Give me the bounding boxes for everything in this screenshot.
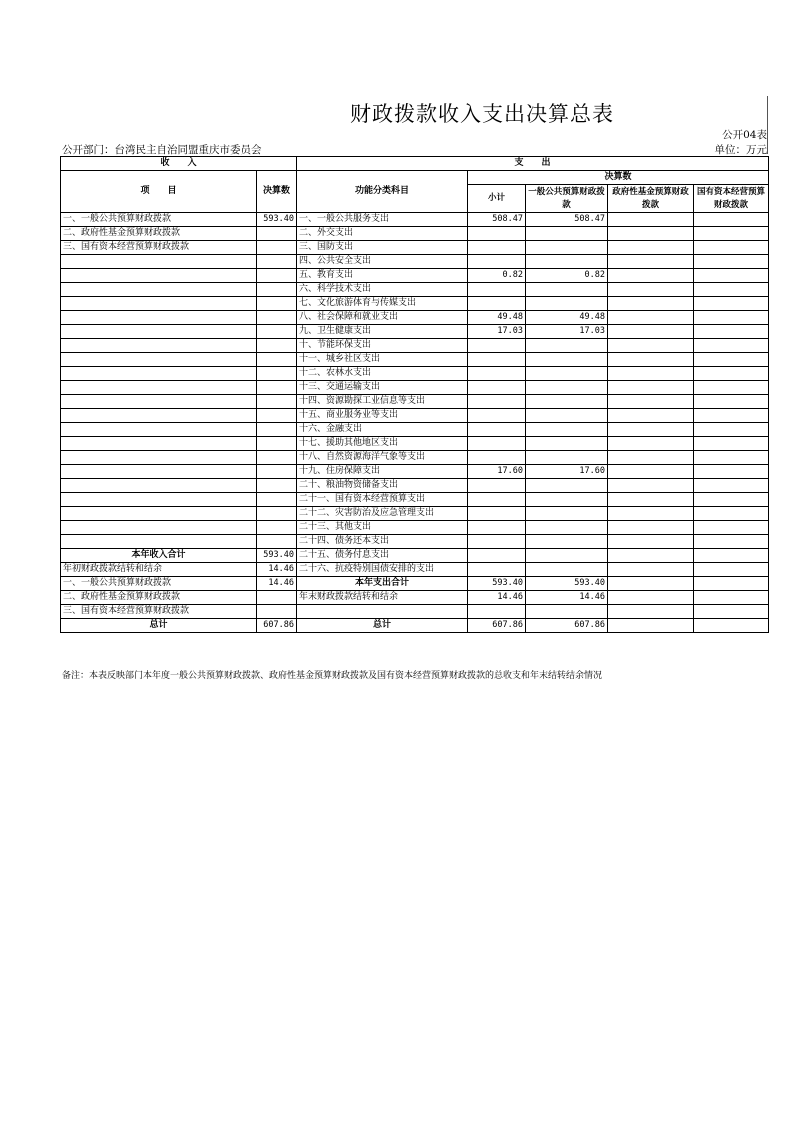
cell-item <box>61 409 257 423</box>
cell-state-capital <box>694 493 769 507</box>
cell-item <box>61 255 257 269</box>
cell-subtotal <box>468 563 526 577</box>
cell-amount <box>257 493 297 507</box>
cell-state-capital <box>694 409 769 423</box>
cell-gov-fund <box>608 437 694 451</box>
cell-state-capital <box>694 311 769 325</box>
cell-general <box>526 451 608 465</box>
cell-amount: 593.40 <box>257 549 297 563</box>
cell-amount <box>257 479 297 493</box>
header-expense: 支 出 <box>297 157 769 171</box>
cell-func: 五、教育支出 <box>297 269 468 283</box>
cell-state-capital <box>694 605 769 619</box>
cell-state-capital <box>694 395 769 409</box>
cell-amount: 607.86 <box>257 619 297 633</box>
cell-func: 年末财政拨款结转和结余 <box>297 591 468 605</box>
cell-general <box>526 241 608 255</box>
cell-amount <box>257 283 297 297</box>
cell-state-capital <box>694 535 769 549</box>
cell-subtotal <box>468 437 526 451</box>
cell-item <box>61 451 257 465</box>
cell-subtotal <box>468 381 526 395</box>
table-row <box>61 563 769 577</box>
cell-subtotal: 17.60 <box>468 465 526 479</box>
form-code: 公开04表 <box>722 129 767 141</box>
cell-subtotal <box>468 227 526 241</box>
cell-state-capital <box>694 241 769 255</box>
cell-gov-fund <box>608 255 694 269</box>
cell-subtotal: 607.86 <box>468 619 526 633</box>
table-row <box>61 213 769 227</box>
cell-state-capital <box>694 269 769 283</box>
cell-amount <box>257 605 297 619</box>
table-row <box>61 409 769 423</box>
cell-general <box>526 521 608 535</box>
cell-gov-fund <box>608 591 694 605</box>
cell-general: 49.48 <box>526 311 608 325</box>
header-subtotal: 小计 <box>468 185 526 213</box>
cell-state-capital <box>694 213 769 227</box>
cell-gov-fund <box>608 493 694 507</box>
cell-item: 一、一般公共预算财政拨款 <box>61 213 257 227</box>
cell-subtotal: 593.40 <box>468 577 526 591</box>
cell-gov-fund <box>608 213 694 227</box>
cell-amount <box>257 521 297 535</box>
cell-gov-fund <box>608 353 694 367</box>
cell-state-capital <box>694 479 769 493</box>
cell-item: 二、政府性基金预算财政拨款 <box>61 591 257 605</box>
department-label: 公开部门：台湾民主自治同盟重庆市委员会 <box>62 144 262 156</box>
cell-gov-fund <box>608 563 694 577</box>
table-row <box>61 507 769 521</box>
cell-subtotal <box>468 535 526 549</box>
cell-state-capital <box>694 437 769 451</box>
cell-state-capital <box>694 423 769 437</box>
cell-general <box>526 437 608 451</box>
cell-subtotal <box>468 339 526 353</box>
cell-func: 二十、粮油物资储备支出 <box>297 479 468 493</box>
cell-gov-fund <box>608 521 694 535</box>
cell-gov-fund <box>608 409 694 423</box>
cell-func: 三、国防支出 <box>297 241 468 255</box>
cell-gov-fund <box>608 605 694 619</box>
cell-gov-fund <box>608 549 694 563</box>
cell-general <box>526 535 608 549</box>
cell-item <box>61 283 257 297</box>
cell-general: 607.86 <box>526 619 608 633</box>
cell-amount <box>257 325 297 339</box>
cell-item: 年初财政拨款结转和结余 <box>61 563 257 577</box>
cell-subtotal <box>468 409 526 423</box>
cell-state-capital <box>694 297 769 311</box>
cell-gov-fund <box>608 325 694 339</box>
header-func-category: 功能分类科目 <box>297 171 468 213</box>
cell-amount <box>257 381 297 395</box>
cell-func: 九、卫生健康支出 <box>297 325 468 339</box>
table-row <box>61 353 769 367</box>
cell-func: 二十一、国有资本经营预算支出 <box>297 493 468 507</box>
cell-subtotal <box>468 297 526 311</box>
cell-state-capital <box>694 283 769 297</box>
cell-state-capital <box>694 577 769 591</box>
cell-amount <box>257 297 297 311</box>
cell-amount <box>257 591 297 605</box>
cell-item <box>61 269 257 283</box>
cell-state-capital <box>694 339 769 353</box>
cell-item <box>61 507 257 521</box>
cell-general <box>526 409 608 423</box>
cell-general <box>526 395 608 409</box>
header-gov-fund: 政府性基金预算财政拨款 <box>608 185 694 213</box>
cell-subtotal <box>468 241 526 255</box>
table-row <box>61 381 769 395</box>
cell-subtotal <box>468 479 526 493</box>
cell-amount <box>257 423 297 437</box>
table-row <box>61 283 769 297</box>
table-row <box>61 255 769 269</box>
cell-func: 十二、农林水支出 <box>297 367 468 381</box>
cell-func: 总计 <box>297 619 468 633</box>
cell-general <box>526 507 608 521</box>
cell-amount <box>257 255 297 269</box>
cell-item <box>61 395 257 409</box>
cell-func: 七、文化旅游体育与传媒支出 <box>297 297 468 311</box>
cell-func: 二十三、其他支出 <box>297 521 468 535</box>
cell-state-capital <box>694 451 769 465</box>
cell-item <box>61 339 257 353</box>
cell-gov-fund <box>608 367 694 381</box>
cell-func: 八、社会保障和就业支出 <box>297 311 468 325</box>
cell-amount <box>257 409 297 423</box>
cell-subtotal <box>468 283 526 297</box>
table-row <box>61 311 769 325</box>
footnote: 备注：本表反映部门本年度一般公共预算财政拨款、政府性基金预算财政拨款及国有资本经营预算财政拨款的总收支和年末结转结余情况 <box>62 671 603 681</box>
cell-general <box>526 367 608 381</box>
cell-state-capital <box>694 367 769 381</box>
header-income: 收 入 <box>61 157 297 171</box>
cell-func: 十九、住房保障支出 <box>297 465 468 479</box>
cell-func: 一、一般公共服务支出 <box>297 213 468 227</box>
cell-general: 17.03 <box>526 325 608 339</box>
cell-item: 总计 <box>61 619 257 633</box>
table-row <box>61 577 769 591</box>
table-row <box>61 367 769 381</box>
table-row <box>61 493 769 507</box>
table-row <box>61 437 769 451</box>
cell-general: 14.46 <box>526 591 608 605</box>
cell-general <box>526 381 608 395</box>
cell-general <box>526 493 608 507</box>
cell-subtotal: 49.48 <box>468 311 526 325</box>
cell-state-capital <box>694 591 769 605</box>
cell-item <box>61 465 257 479</box>
cell-subtotal: 14.46 <box>468 591 526 605</box>
cell-general <box>526 255 608 269</box>
cell-subtotal <box>468 255 526 269</box>
cell-item <box>61 479 257 493</box>
table-row <box>61 423 769 437</box>
cell-state-capital <box>694 521 769 535</box>
cell-gov-fund <box>608 241 694 255</box>
cell-item: 三、国有资本经营预算财政拨款 <box>61 605 257 619</box>
cell-func: 二十四、债务还本支出 <box>297 535 468 549</box>
header-state-capital: 国有资本经营预算财政拨款 <box>694 185 769 213</box>
cell-general: 593.40 <box>526 577 608 591</box>
cell-amount <box>257 367 297 381</box>
cell-amount <box>257 395 297 409</box>
table-row <box>61 269 769 283</box>
cell-gov-fund <box>608 339 694 353</box>
cell-subtotal: 508.47 <box>468 213 526 227</box>
cell-item <box>61 493 257 507</box>
cell-general: 17.60 <box>526 465 608 479</box>
cell-item <box>61 353 257 367</box>
table-row <box>61 605 769 619</box>
table-row <box>61 619 769 633</box>
cell-subtotal <box>468 367 526 381</box>
table-row <box>61 549 769 563</box>
cell-general <box>526 283 608 297</box>
header-row-1 <box>61 157 769 171</box>
cell-state-capital <box>694 507 769 521</box>
cell-general <box>526 423 608 437</box>
cell-gov-fund <box>608 381 694 395</box>
cell-subtotal: 17.03 <box>468 325 526 339</box>
header-final-amount: 决算数 <box>257 171 297 213</box>
cell-func: 二十二、灾害防治及应急管理支出 <box>297 507 468 521</box>
cell-general <box>526 479 608 493</box>
cell-gov-fund <box>608 283 694 297</box>
cell-item <box>61 535 257 549</box>
cell-general: 508.47 <box>526 213 608 227</box>
cell-general <box>526 353 608 367</box>
table-row <box>61 591 769 605</box>
cell-subtotal <box>468 549 526 563</box>
cell-item <box>61 297 257 311</box>
cell-amount: 593.40 <box>257 213 297 227</box>
cell-item: 三、国有资本经营预算财政拨款 <box>61 241 257 255</box>
cell-subtotal: 0.82 <box>468 269 526 283</box>
cell-func: 十八、自然资源海洋气象等支出 <box>297 451 468 465</box>
cell-subtotal <box>468 423 526 437</box>
cell-state-capital <box>694 465 769 479</box>
cell-func: 十四、资源勘探工业信息等支出 <box>297 395 468 409</box>
cell-amount <box>257 269 297 283</box>
cell-subtotal <box>468 521 526 535</box>
cell-state-capital <box>694 549 769 563</box>
unit-label: 单位：万元 <box>714 144 767 156</box>
cell-gov-fund <box>608 465 694 479</box>
cell-amount <box>257 437 297 451</box>
cell-item <box>61 437 257 451</box>
cell-func: 十、节能环保支出 <box>297 339 468 353</box>
cell-state-capital <box>694 619 769 633</box>
cell-state-capital <box>694 227 769 241</box>
header-item: 项 目 <box>61 171 257 213</box>
cell-amount: 14.46 <box>257 563 297 577</box>
cell-state-capital <box>694 255 769 269</box>
cell-general <box>526 297 608 311</box>
cell-func <box>297 605 468 619</box>
cell-gov-fund <box>608 297 694 311</box>
cell-subtotal <box>468 493 526 507</box>
cell-item <box>61 521 257 535</box>
cell-gov-fund <box>608 395 694 409</box>
cell-gov-fund <box>608 479 694 493</box>
cell-amount <box>257 451 297 465</box>
cell-func: 二十六、抗疫特别国债安排的支出 <box>297 563 468 577</box>
cell-func: 二十五、债务付息支出 <box>297 549 468 563</box>
cell-gov-fund <box>608 577 694 591</box>
cell-amount <box>257 465 297 479</box>
header-expense-final: 决算数 <box>468 171 769 185</box>
cell-gov-fund <box>608 269 694 283</box>
cell-state-capital <box>694 563 769 577</box>
cell-subtotal <box>468 395 526 409</box>
cell-item: 二、政府性基金预算财政拨款 <box>61 227 257 241</box>
cell-amount <box>257 311 297 325</box>
cell-amount <box>257 227 297 241</box>
table-row <box>61 241 769 255</box>
cell-gov-fund <box>608 451 694 465</box>
cell-gov-fund <box>608 311 694 325</box>
cell-state-capital <box>694 325 769 339</box>
cell-func: 十六、金融支出 <box>297 423 468 437</box>
cell-amount <box>257 535 297 549</box>
cell-amount: 14.46 <box>257 577 297 591</box>
cell-item <box>61 311 257 325</box>
cell-gov-fund <box>608 227 694 241</box>
cell-gov-fund <box>608 535 694 549</box>
cell-item: 一、一般公共预算财政拨款 <box>61 577 257 591</box>
table-row <box>61 521 769 535</box>
cell-general <box>526 549 608 563</box>
cell-item <box>61 367 257 381</box>
header-row-2 <box>61 171 769 185</box>
cell-general <box>526 605 608 619</box>
cell-amount <box>257 339 297 353</box>
cell-gov-fund <box>608 619 694 633</box>
sheet-border-line <box>767 96 768 154</box>
cell-amount <box>257 241 297 255</box>
page-title: 财政拨款收入支出决算总表 <box>350 102 614 126</box>
table-row <box>61 535 769 549</box>
table-row <box>61 325 769 339</box>
table-row <box>61 339 769 353</box>
cell-subtotal <box>468 353 526 367</box>
cell-state-capital <box>694 353 769 367</box>
cell-amount <box>257 353 297 367</box>
cell-subtotal <box>468 605 526 619</box>
cell-func: 四、公共安全支出 <box>297 255 468 269</box>
cell-general <box>526 563 608 577</box>
table-row <box>61 479 769 493</box>
budget-table <box>60 156 769 633</box>
table-row <box>61 451 769 465</box>
cell-gov-fund <box>608 507 694 521</box>
cell-general <box>526 227 608 241</box>
table-row <box>61 395 769 409</box>
cell-func: 十三、交通运输支出 <box>297 381 468 395</box>
cell-general: 0.82 <box>526 269 608 283</box>
cell-func: 十七、援助其他地区支出 <box>297 437 468 451</box>
cell-general <box>526 339 608 353</box>
cell-state-capital <box>694 381 769 395</box>
table-row <box>61 297 769 311</box>
cell-subtotal <box>468 507 526 521</box>
cell-amount <box>257 507 297 521</box>
header-general-budget: 一般公共预算财政拨款 <box>526 185 608 213</box>
cell-gov-fund <box>608 423 694 437</box>
cell-func: 十一、城乡社区支出 <box>297 353 468 367</box>
cell-item: 本年收入合计 <box>61 549 257 563</box>
cell-item <box>61 381 257 395</box>
cell-item <box>61 423 257 437</box>
cell-func: 二、外交支出 <box>297 227 468 241</box>
cell-func: 六、科学技术支出 <box>297 283 468 297</box>
cell-func: 本年支出合计 <box>297 577 468 591</box>
cell-func: 十五、商业服务业等支出 <box>297 409 468 423</box>
table-row <box>61 465 769 479</box>
cell-subtotal <box>468 451 526 465</box>
cell-item <box>61 325 257 339</box>
table-row <box>61 227 769 241</box>
